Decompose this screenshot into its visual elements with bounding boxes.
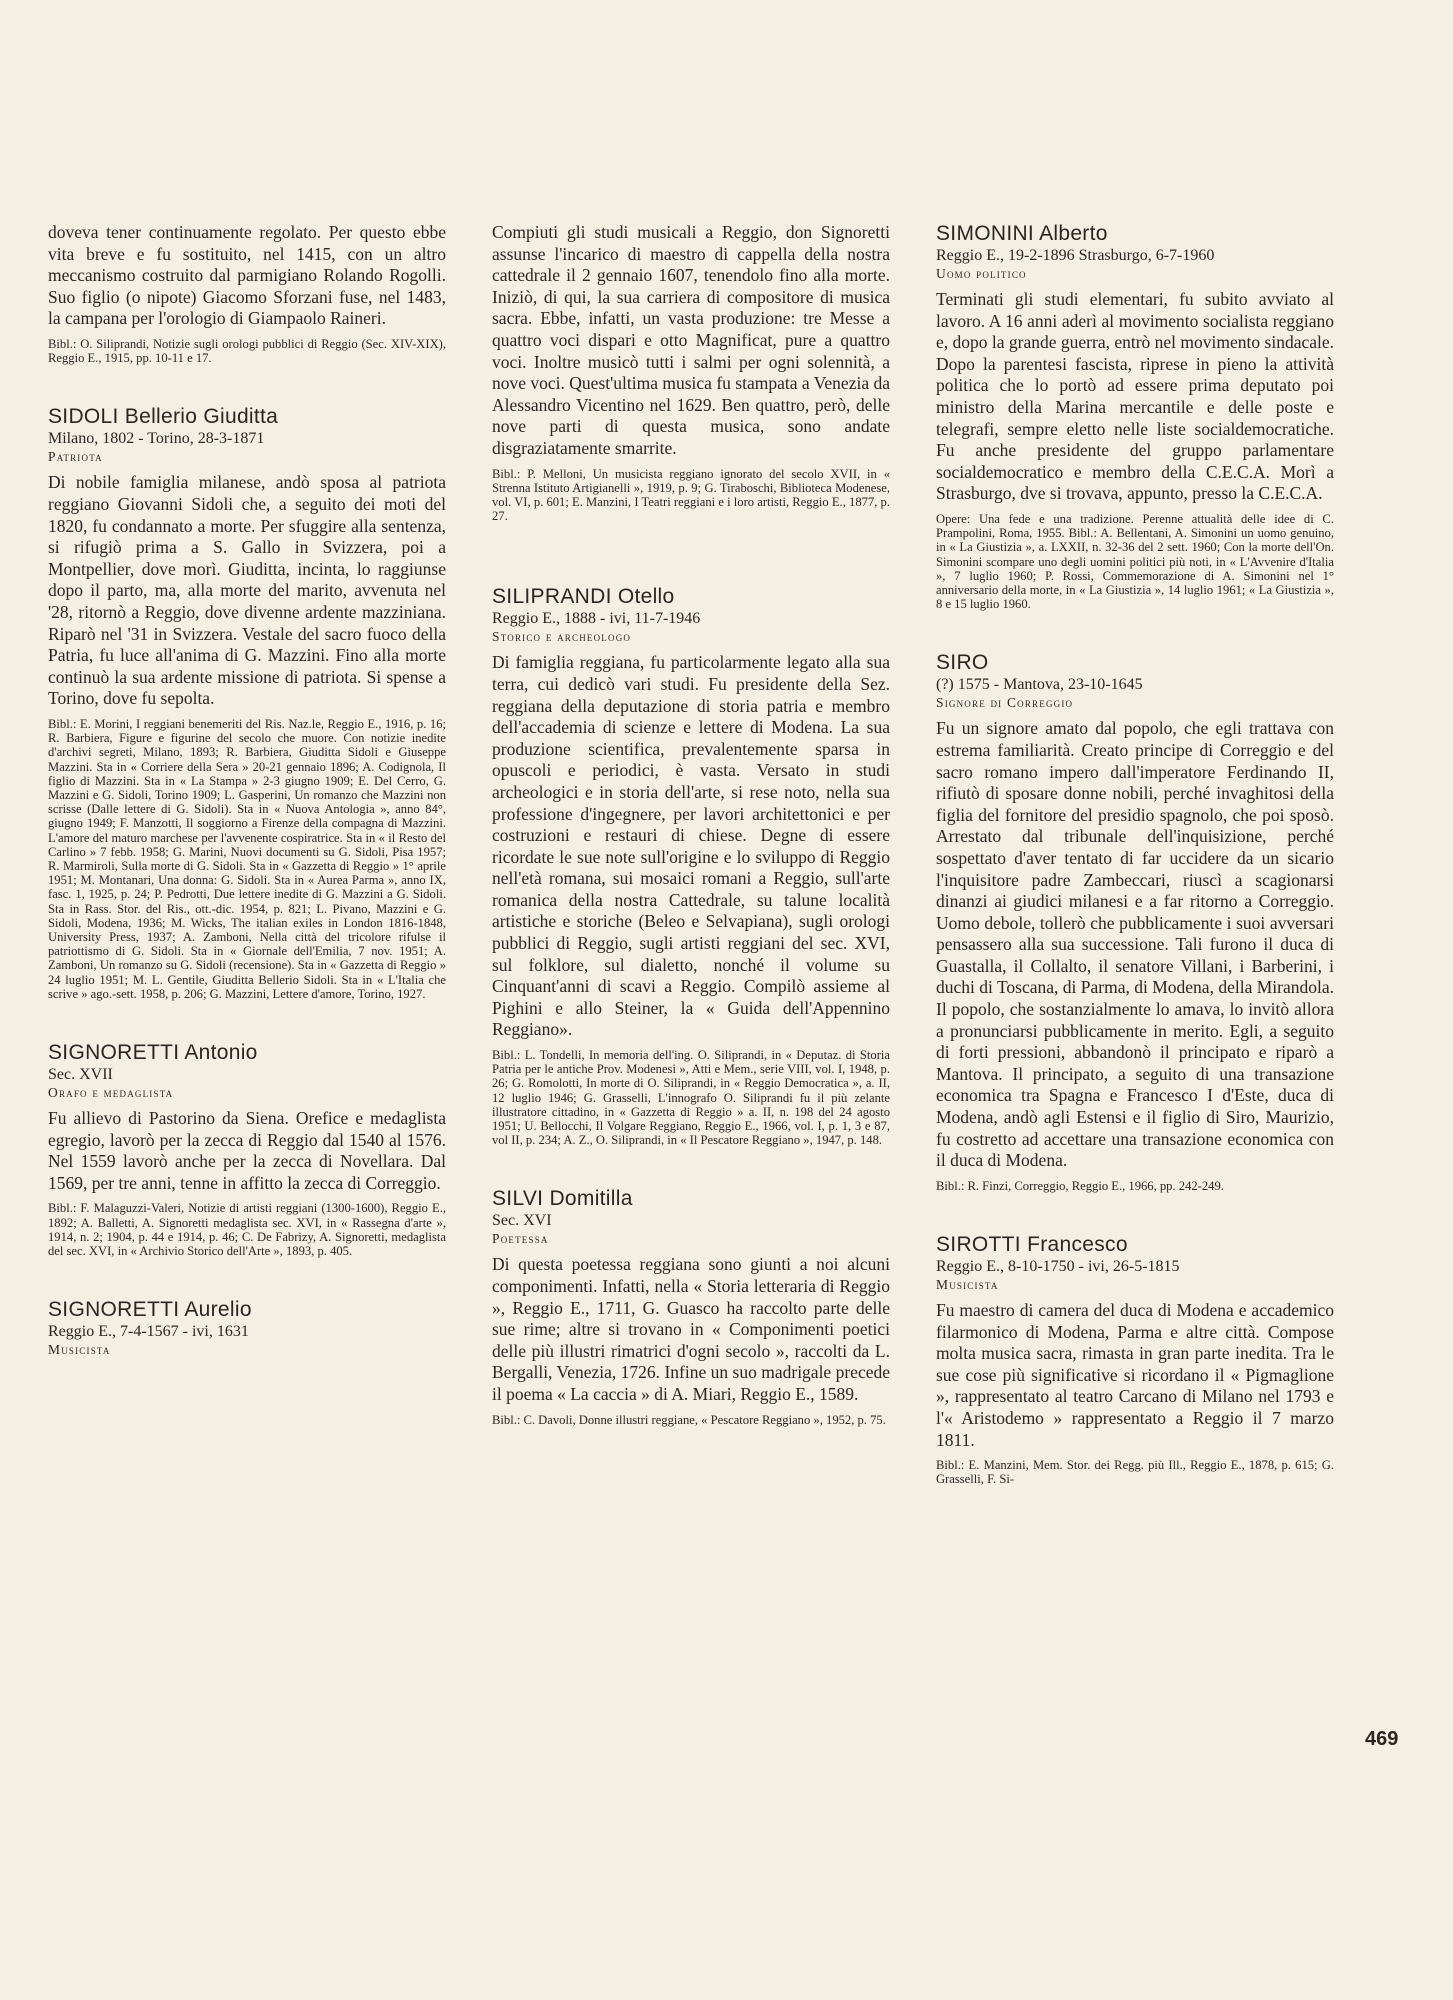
entry-text: doveva tener continuamente regolato. Per questo ebbe vita breve e fu sostituito, nel 1415, con un altro meccanismo costruito dal parmigiano Rolando Rogolli. Suo figlio (o nipote) Giacomo Sforzani fuse, nel 1483, la campana per l'orologio di Giampaolo Raineri. [48, 222, 446, 329]
intro-continuation [48, 222, 446, 365]
entry-text: Di questa poetessa reggiana sono giunti a noi alcuni componimenti. Infatti, nella « Storia letteraria di Reggio », Reggio E., 1711, G. Guasco ha raccolto parte delle sue rime; altre si trovano in « Componimenti poetici delle più illustri rimatrici d'ogni secolo », raccolti da L. Bergalli, Venezia, 1726. Infine un suo madrigale precede il poema « La caccia » di A. Miari, Reggio E., 1589. [492, 1254, 890, 1405]
entry-surname: SIRO [936, 651, 989, 675]
entry-text: Compiuti gli studi musicali a Reggio, don Signoretti assunse l'incarico di maestro di cappella della nostra cattedrale il 2 gennaio 1607, tenendolo fino alla morte. Iniziò, di qui, la sua carriera di compositore di musica sacra. Ebbe, infatti, un vasta produzione: tre Messe a quattro voci dispari e otto Magnificat, pure a quattro voci. Inoltre musicò tutti i salmi per ogni solennità, a nove voci. Quest'ultima musica fu stampata a Venezia da Alessandro Vicentino nel 1629. Ben quattro, però, delle nove parti di questa musica, sono andate disgraziatamente smarrite. [492, 222, 890, 458]
entry-bibliography: Opere: Una fede e una tradizione. Perenne attualità delle idee di C. Prampolini, Roma, 1955. Bibl.: A. Bellentani, A. Simonini un uomo genuino, in « La Giustizia », a. LXXII, n. 32-36 del 2 sett. 1960; Con la morte dell'On. Simonini scompare uno degli uomini politici più noti, in « L'Avvenire d'Italia », 7 luglio 1960; P. Rossi, Commemorazione di A. Simonini nel 1° anniversario della morte, in « La Giustizia », 14 luglio 1961; « La Giustizia », 8 e 15 luglio 1960. [936, 511, 1334, 612]
entry-silvi [492, 1187, 890, 1426]
entry-dates: Milano, 1802 - Torino, 28-3-1871 [48, 430, 265, 448]
entry-given-name: Francesco [1027, 1233, 1128, 1257]
entry-role: Signore di Correggio [936, 695, 1074, 711]
entry-bibliography: Bibl.: O. Siliprandi, Notizie sugli orologi pubblici di Reggio (Sec. XIV-XIX), Reggio E., 1915, pp. 10-11 e 17. [48, 336, 446, 366]
entry-surname: SILVI [492, 1187, 544, 1211]
entry-dates: (?) 1575 - Mantova, 23-10-1645 [936, 676, 1143, 694]
entry-dates: Reggio E., 1888 - ivi, 11-7-1946 [492, 610, 701, 628]
entry-role: Musicista [936, 1277, 999, 1293]
entry-name [492, 585, 890, 609]
entry-bibliography: Bibl.: F. Malaguzzi-Valeri, Notizie di artisti reggiani (1300-1600), Reggio E., 1892; A. Balletti, A. Signoretti medaglista sec. XVI, in « Rassegna d'arte », 1914, n. 2; 1904, p. 44 e 1914, p. 46; C. De Fabrizy, A. Signoretti, medaglista del sec. XVI, in « Archivio Storico dell'Arte », 1893, p. 405. [48, 1201, 446, 1258]
entry-text: Fu allievo di Pastorino da Siena. Orefice e medaglista egregio, lavorò per la zecca di Reggio dal 1540 al 1576. Nel 1559 lavorò anche per la zecca di Novellara. Dal 1569, per tre anni, tenne in affitto la zecca di Correggio. [48, 1107, 446, 1193]
entry-dates: Reggio E., 19-2-1896 Strasburgo, 6-7-1960 [936, 247, 1215, 264]
entry-bibliography: Bibl.: C. Davoli, Donne illustri reggiane, « Pescatore Reggiano », 1952, p. 75. [492, 1412, 886, 1427]
entry-surname: SIMONINI [936, 222, 1035, 245]
entry-signoretti-aurelio-heading [48, 1298, 446, 1358]
entry-dates: Sec. XVI [492, 1212, 552, 1230]
entry-signoretti-aurelio-text [492, 222, 890, 523]
entry-surname: SIDOLI [48, 405, 119, 429]
entry-name [936, 651, 1334, 675]
entry-surname: SIGNORETTI [48, 1040, 180, 1064]
entry-sidoli [48, 405, 446, 1001]
entry-text: Fu un signore amato dal popolo, che egli trattava con estrema familiarità. Creato principe di Correggio e del sacro romano impero dall'imperatore Ferdinando II, rifiutò di sposare donne nobili, perché invaghitosi della figlia del fornitore del presidio spagnolo, che poi sposò. Arrestato dal tribunale dell'inquisizione, perché sospettato d'aver tentato di far uccidere da un sicario l'inquisitore padre Zambeccari, riuscì a scagionarsi dinanzi ai giudici milanesi e a far ritorno a Correggio. Uomo debole, tollerò che pubblicamente i suoi avversari pensassero alla sua successione. Tali furono il duca di Guastalla, il Collalto, il senatore Villani, i Barberini, i duchi di Toscana, di Parma, di Modena, della Mirandola. Il popolo, che sostanzialmente lo amava, lo invitò allora a pronunciarsi pubblicamente in merito. Egli, a seguito di forti pressioni, abbandonò il principato e riparò a Mantova. Il principato, a seguito di una transazione economica tra Spagna e Francesco I d'Este, duca di Modena, andò agli Estensi e il figlio di Siro, Maurizio, fu costretto ad accettare una transazione economica con il duca di Modena. [936, 718, 1334, 1171]
column-3 [936, 222, 1334, 1487]
entry-dates: Reggio E., 8-10-1750 - ivi, 26-5-1815 [936, 1258, 1180, 1276]
entry-dates: Reggio E., 7-4-1567 - ivi, 1631 [48, 1323, 249, 1341]
entry-text: Di famiglia reggiana, fu particolarmente legato alla sua terra, cui dedicò vari studi. Fu presidente della Sez. reggiana della deputazione di storia patria e membro dell'accademia di scienze e lettere di Modena. La sua produzione scientifica, prevalentemente sparsa in opuscoli e periodici, è vasta. Versato in studi archeologici e in storia dell'arte, si rese noto, nella sua professione d'ingegnere, per lavori architettonici e per costruzioni e restauri di chiese. Degne di essere ricordate le sue note sull'origine e lo sviluppo di Reggio nell'età romana, sui mosaici romani a Reggio, sull'arte romanica della nostra Cattedrale, su talune località artistiche e storiche (Beleo e Selvapiana), sugli orologi pubblici di Reggio, sugli artisti reggiani del sec. XVI, sul folklore, sul dialetto, nonché il volume su Cinquant'anni di scavi a Reggio. Compilò assieme al Pighini e allo Steiner, la « Guida dell'Appennino Reggiano». [492, 652, 890, 1040]
entry-name [48, 405, 446, 429]
entry-sirotti [936, 1233, 1334, 1487]
entry-name [492, 1187, 890, 1211]
entry-surname: SILIPRANDI [492, 585, 612, 609]
entry-bibliography: Bibl.: E. Morini, I reggiani benemeriti del Ris. Naz.le, Reggio E., 1916, p. 16; R. Barbiera, Figure e figurine del secolo che muore. Con notizie inedite d'archivi segreti, Milano, 1893; R. Barbiera, Giuditta Sidoli e Giuseppe Mazzini. Sta in « Corriere della Sera » 20-21 gennaio 1896; A. Codignola, Il figlio di Mazzini. Sta in « La Stampa » 2-3 giugno 1909; E. Del Cerro, G. Mazzini e G. Sidoli, Torino 1909; L. Gasperini, Un romanzo che Mazzini non scrisse (Dalle lettere di G. Sidoli). Sta in « Nuova Antologia », anno 84°, giugno 1949; F. Manzotti, Il soggiorno a Firenze della compagna di Mazzini. L'amore del maturo marchese per l'avvenente cospiratrice. Sta in « il Resto del Carlino » 7 febb. 1958; G. Marini, Nuovi documenti su G. Sidoli, Pisa 1957; R. Marmiroli, Sulla morte di G. Sidoli. Sta in « Gazzetta di Reggio » 1° aprile 1951; M. Montanari, Una donna: G. Sidoli. Sta in « Aurea Parma », anno IX, fasc. 1, 1925, p. 24; P. Pedrotti, Due lettere inedite di G. Mazzini a G. Sidoli. Sta in Rass. Stor. del Ris., ott.-dic. 1954, p. 821; L. Pivano, Mazzini e G. Sidoli, Modena, 1936; M. Wicks, The italian exiles in London 1816-1848, University Press, 1937; A. Zamboni, Nella città del tricolore rifulse il patriottismo di G. Sidoli. Sta in « Giornale dell'Emilia, 7 nov. 1951; A. Zamboni, Un romanzo su G. Sidoli (recensione). Sta in « Gazzetta di Reggio » 24 luglio 1951; M. L. Gentile, Giuditta Bellerio Sidoli. Sta in « L'Italia che scrive » ago.-sett. 1958, p. 206; G. Mazzini, Lettere d'amore, Torino, 1927. [48, 716, 446, 1001]
entry-simonini [936, 222, 1334, 611]
entry-given-name: Antonio [184, 1040, 258, 1064]
entry-siliprandi [492, 585, 890, 1147]
entry-name [48, 1298, 446, 1322]
column-1 [48, 222, 446, 1365]
entry-given-name: Alberto [1039, 222, 1108, 245]
entry-role: Orafo e medaglista [48, 1084, 174, 1100]
entry-text: Di nobile famiglia milanese, andò sposa al patriota reggiano Giovanni Sidoli che, a seguito dei moti del 1820, fu condannato a morte. Per sfuggire alla sentenza, si rifugiò prima a S. Gallo in Svizzera, poi a Montpellier, dove morì. Giuditta, incinta, lo raggiunse dopo il parto, ma, alla morte del marito, avvenuta nel '28, ritornò a Reggio, dove divenne ardente mazziniana. Riparò nel '31 in Svizzera. Vestale del sacro fuoco della Patria, fu luce all'anima di G. Mazzini. Fino alla morte continuò la sua ardente missione di patriota. Si spense a Torino, dove fu sepolta. [48, 472, 446, 709]
entry-surname: SIROTTI [936, 1233, 1021, 1257]
column-2 [492, 222, 890, 1427]
entry-signoretti-antonio [48, 1041, 446, 1258]
entry-given-name: Otello [617, 585, 675, 609]
entry-role: Patriota [48, 449, 103, 465]
entry-given-name: Bellerio Giuditta [124, 405, 279, 429]
entry-given-name: Domitilla [549, 1187, 633, 1211]
entry-name [48, 1041, 446, 1065]
entry-role: Musicista [48, 1342, 111, 1358]
entry-text: Fu maestro di camera del duca di Modena e accademico filarmonico di Modena, Parma e altre città. Compose molta musica sacra, rimasta in gran parte inedita. Tra le sue cose più significative si ricordano il « Pigmaglione », rappresentato al teatro Carcano di Milano nel 1793 e l'« Aristodemo » rappresentato a Reggio il 7 marzo 1811. [936, 1300, 1334, 1450]
entry-name [936, 222, 1334, 246]
entry-dates: Sec. XVII [48, 1065, 113, 1083]
entry-given-name: Aurelio [184, 1298, 252, 1322]
page-number: 469 [1365, 1728, 1399, 1750]
entry-role: Poetessa [492, 1231, 549, 1247]
entry-role: Storico e archeologo [492, 629, 632, 645]
entry-name [936, 1233, 1334, 1257]
entry-role: Uomo politico [936, 266, 1027, 281]
entry-bibliography: Bibl.: L. Tondelli, In memoria dell'ing. O. Siliprandi, in « Deputaz. di Storia Patria per le antiche Prov. Modenesi », Atti e Mem., serie VIII, vol. I, 1948, p. 26; G. Romolotti, In morte di O. Siliprandi, in « Reggio Democratica », a. II, 12 luglio 1946; G. Grasselli, L'innografo O. Siliprandi fu il più zelante illustratore cittadino, in « Gazzetta di Reggio » a. II, n. 198 del 24 agosto 1951; U. Bellocchi, Il Volgare Reggiano, Reggio E., 1966, vol. I, p. 1, 3 e 87, vol II, p. 234; A. Z., O. Siliprandi, in « Il Pescatore Reggiano », 1947, p. 148. [492, 1048, 890, 1148]
entry-bibliography: Bibl.: E. Manzini, Mem. Stor. dei Regg. più Ill., Reggio E., 1878, p. 615; G. Grasselli, F. Si- [936, 1458, 1334, 1487]
entry-bibliography: Bibl.: R. Finzi, Correggio, Reggio E., 1966, pp. 242-249. [936, 1178, 1224, 1193]
entry-text: Terminati gli studi elementari, fu subito avviato al lavoro. A 16 anni aderì al movimento socialista reggiano e, dopo la grande guerra, entrò nel movimento sindacale. Dopo la parentesi fascista, riprese in pieno la attività politica che lo portò ad essere prima deputato poi ministro della Marina mercantile e delle poste e telegrafi, sempre eletto nelle liste socialdemocratiche. Fu anche presidente del gruppo parlamentare socialdemocratico e membro della C.E.C.A. Morì a Strasburgo, dve si trovava, appunto, presso la C.E.C.A. [936, 289, 1334, 504]
entry-bibliography: Bibl.: P. Melloni, Un musicista reggiano ignorato del secolo XVII, in « Strenna Istituto Artigianelli », 1919, p. 9; G. Tiraboschi, Biblioteca Modenese, vol. VI, p. 601; E. Manzini, I Teatri reggiani e i loro artisti, Reggio E., 1877, p. 27. [492, 466, 890, 524]
entry-surname: SIGNORETTI [48, 1298, 180, 1322]
entry-siro [936, 651, 1334, 1193]
